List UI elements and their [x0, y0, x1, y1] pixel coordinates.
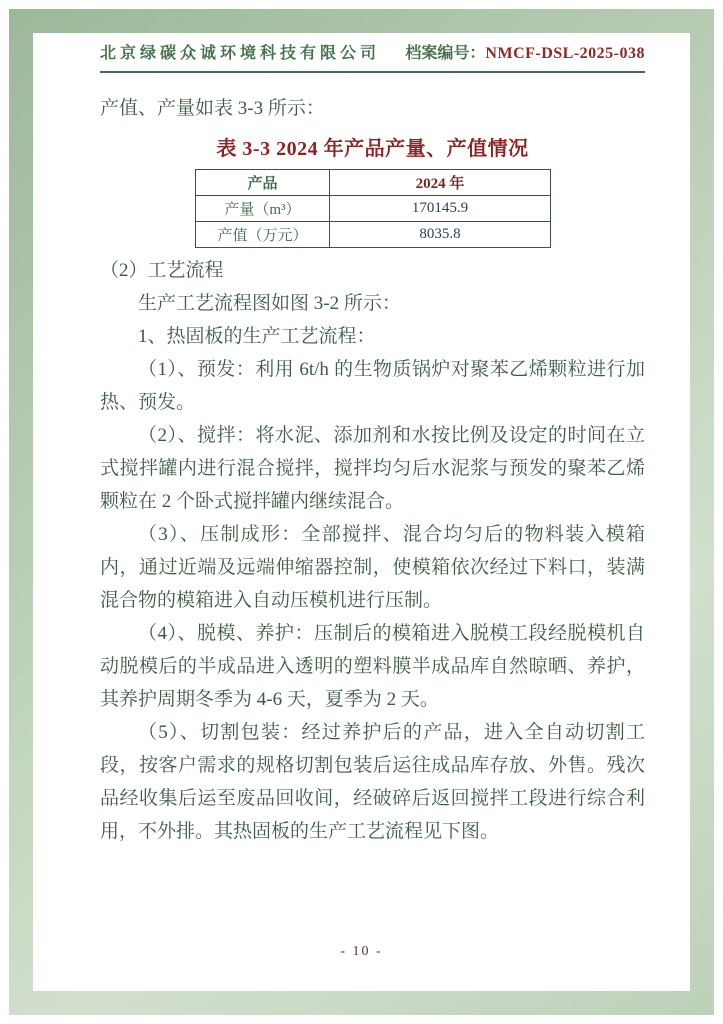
paragraph-step-5: （5）、切割包装：经过养护后的产品，进入全自动切割工段，按客户需求的规格切割包装后运往成品库存放、外售。残次品经收集后运至废品回收间，经破碎后返回搅拌工段进行综合利用，不外排。其热固板的生产工艺流程见下图。	[100, 722, 645, 842]
table-row	[195, 196, 550, 222]
production-table	[195, 169, 551, 248]
page-number: - 10 -	[340, 944, 383, 959]
company-name: 北京绿碳众诚环境科技有限公司	[100, 45, 381, 62]
table-header-product: 产品	[195, 170, 330, 196]
archive-no-value: NMCF-DSL-2025-038	[485, 45, 645, 62]
paragraph-step-1: （1）、预发：利用 6t/h 的生物质锅炉对聚苯乙烯颗粒进行加热、预发。	[100, 359, 645, 413]
paragraph-flow-intro: 生产工艺流程图如图 3-2 所示：	[138, 293, 401, 314]
table-header-year: 2024 年	[330, 170, 550, 196]
table-header-row	[195, 170, 550, 196]
table-cell-output-label: 产量（m³）	[195, 196, 330, 222]
page-header	[100, 40, 645, 73]
paragraph-step-4: （4）、脱模、养护：压制后的模箱进入脱模工段经脱模机自动脱模后的半成品进入透明的塑料膜半成品库自然晾晒、养护，其养护周期冬季为 4-6 天，夏季为 2 天。	[100, 623, 645, 710]
table-title: 表 3-3 2024 年产品产量、产值情况	[216, 138, 529, 160]
paragraph-step-3: （3）、压制成形：全部搅拌、混合均匀后的物料装入模箱内，通过近端及远端伸缩器控制，使模箱依次经过下料口，装满混合物的模箱进入自动压模机进行压制。	[100, 524, 645, 611]
table-row	[195, 222, 550, 248]
intro-line: 产值、产量如表 3-3 所示：	[100, 98, 325, 119]
page-content	[100, 40, 645, 848]
archive-number	[405, 40, 645, 63]
paragraph-step-2: （2）、搅拌：将水泥、添加剂和水按比例及设定的时间在立式搅拌罐内进行混合搅拌，搅拌均匀后水泥浆与预发的聚苯乙烯颗粒在 2 个卧式搅拌罐内继续混合。	[100, 425, 645, 512]
archive-label: 档案编号：	[405, 45, 486, 62]
table-cell-value-value: 8035.8	[330, 222, 550, 248]
paragraph-list-intro: 1、热固板的生产工艺流程：	[138, 326, 376, 347]
table-cell-value-label: 产值（万元）	[195, 222, 330, 248]
body-paragraphs	[100, 254, 645, 848]
section-heading: （2）工艺流程	[100, 260, 224, 281]
table-cell-output-value: 170145.9	[330, 196, 550, 222]
